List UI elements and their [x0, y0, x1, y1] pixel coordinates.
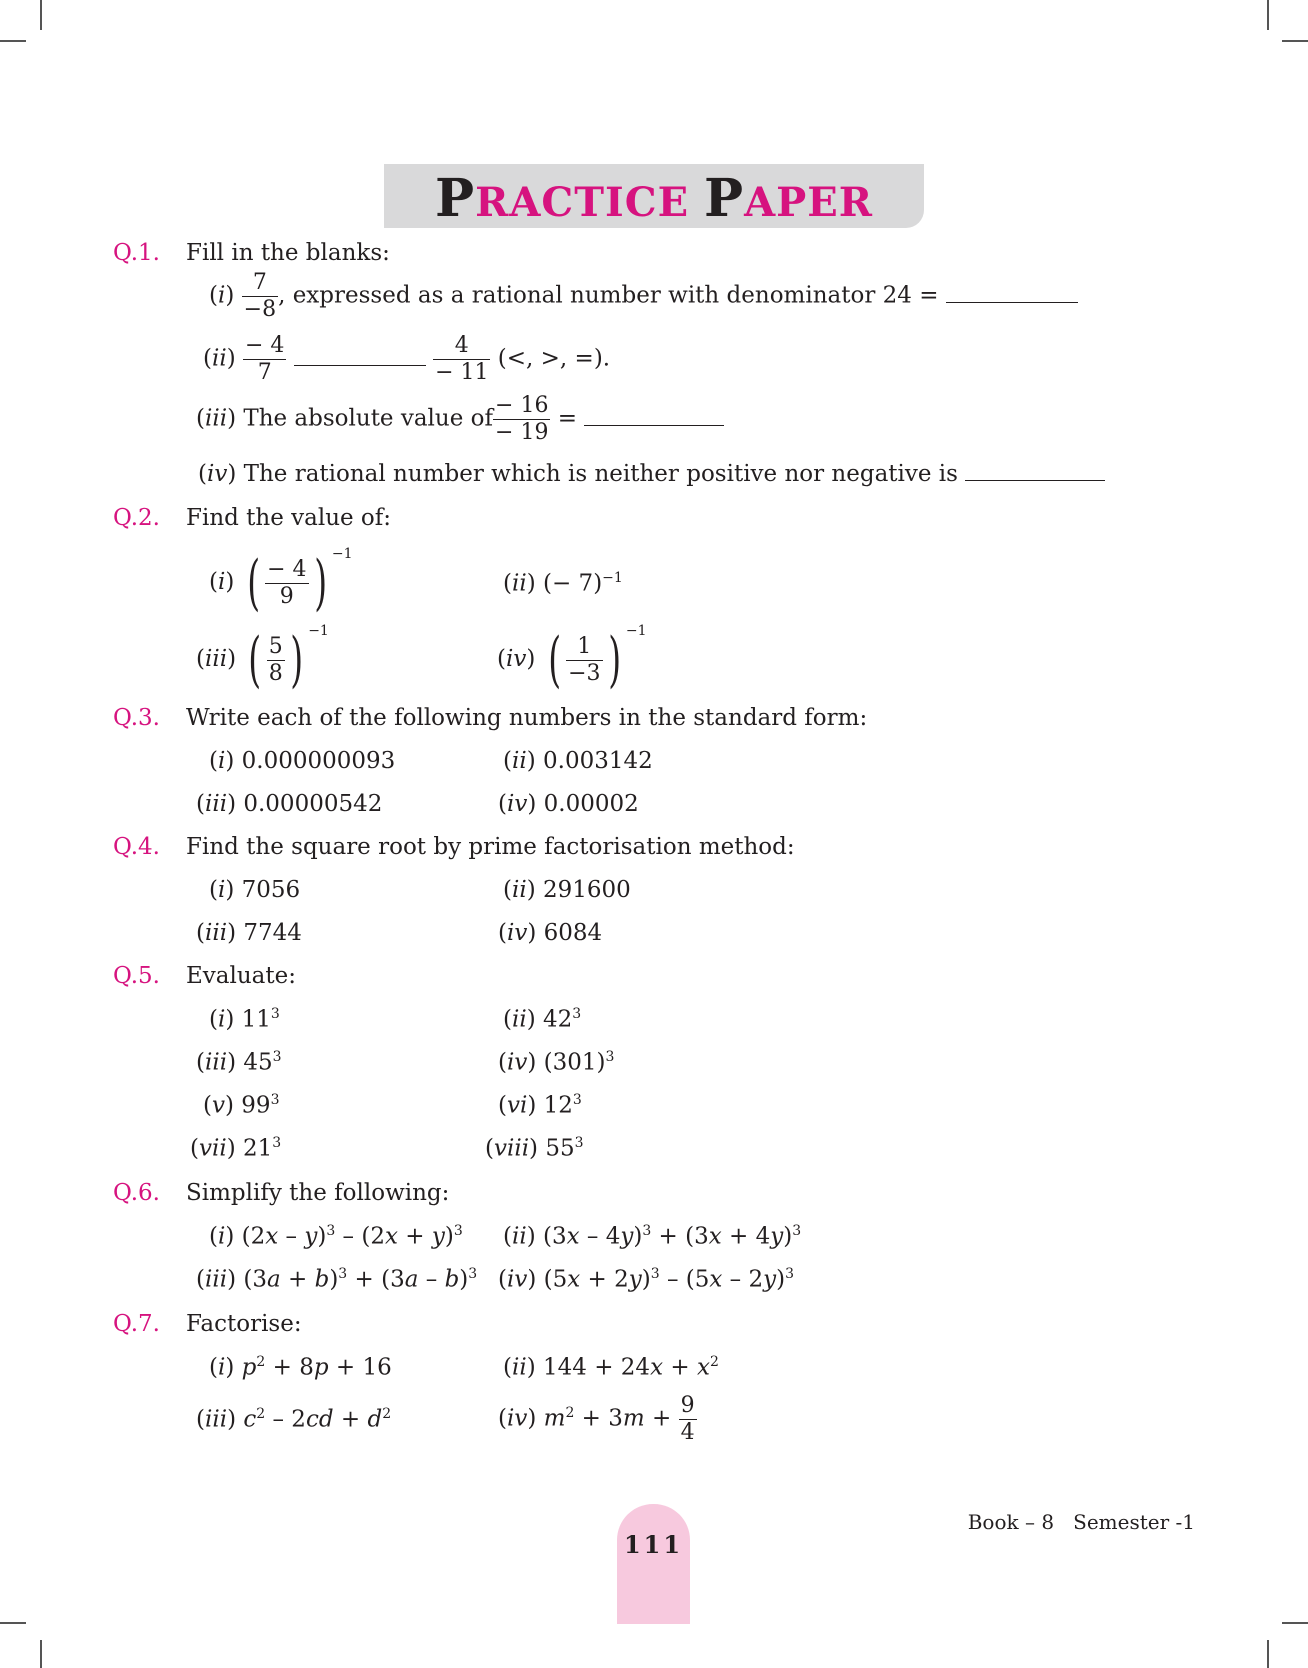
q2-item-ii: (ii) (− 7)$^{-1}$ — [503, 570, 623, 597]
q3-item: (iii) 0.00000542 — [196, 791, 383, 817]
q6-item-ii: (ii) $(3x - 4y)^3 + (3x + 4y)^3$ — [503, 1223, 802, 1250]
q1-item-ii: (ii) $\frac{- 4}{7}$ $\frac{4}{- 11}$ (<, >, =). — [203, 333, 611, 385]
question-number: Q.1. — [113, 240, 160, 266]
fraction: $\frac{7}{-8}$ — [243, 270, 277, 322]
q5-item: (iii) $45^3$ — [196, 1049, 282, 1076]
q5-item: (i) $11^3$ — [209, 1006, 280, 1033]
q6-item-iv: (iv) $(5x + 2y)^3 - (5x - 2y)^3$ — [498, 1266, 795, 1293]
q2-item-iii: (iii) ( $\frac{5}{8}$ ) $^{-1}$ — [196, 623, 329, 695]
q7-item-i: (i) $p^2 + 8p + 16$ — [209, 1354, 392, 1381]
question-number: Q.2. — [113, 505, 160, 531]
crop-mark — [40, 1640, 42, 1668]
crop-mark — [1267, 0, 1269, 30]
q1-item-i: (i) $\frac{7}{-8}$ , expressed as a rational number with denominator 24 = — [209, 270, 1078, 323]
crop-mark — [0, 1622, 26, 1624]
crop-mark — [1267, 1640, 1269, 1668]
fraction: $\frac{- 4}{9}$ — [267, 556, 307, 609]
fraction: $\frac{5}{8}$ — [268, 633, 283, 686]
question-number: Q.6. — [113, 1180, 160, 1206]
page-title: PRACTICE PAPER — [435, 168, 873, 229]
book-info: Book – 8 Semester -1 — [967, 1510, 1195, 1534]
q6-item-iii: (iii) $(3a + b)^3 + (3a - b)^3$ — [196, 1266, 478, 1293]
q3-item: (i) 0.000000093 — [209, 748, 396, 774]
q5-item: (ii) $42^3$ — [503, 1006, 582, 1033]
q5-item: (vi) $12^3$ — [498, 1092, 582, 1119]
q4-item: (ii) 291600 — [503, 877, 631, 903]
question-text: Find the value of: — [186, 505, 392, 531]
q1-item-iv: (iv) The rational number which is neither positive nor negative is — [198, 461, 1105, 487]
page-number: 111 — [623, 1530, 684, 1559]
q5-item: (vii) $21^3$ — [190, 1135, 282, 1162]
question-text: Write each of the following numbers in the standard form: — [186, 705, 868, 731]
fraction: $\frac{- 4}{7}$ — [245, 333, 285, 385]
page-number-tab — [617, 1504, 690, 1624]
q3-item: (ii) 0.003142 — [503, 748, 653, 774]
crop-mark — [1282, 40, 1308, 42]
question-number: Q.4. — [113, 834, 160, 860]
q7-item-iv: (iv) $m^2 + 3m$ + $\frac{9}{4}$ — [498, 1393, 695, 1445]
q4-item: (i) 7056 — [209, 877, 301, 903]
q1-item-iii: (iii) The absolute value of $\frac{- 16}{- 19}$ = — [196, 393, 724, 446]
question-text: Factorise: — [186, 1311, 302, 1337]
crop-mark — [40, 0, 42, 30]
q6-item-i: (i) $(2x - y)^3 - (2x + y)^3$ — [209, 1223, 463, 1250]
question-text: Simplify the following: — [186, 1180, 450, 1206]
q5-item: (iv) $(301)^3$ — [498, 1049, 615, 1076]
crop-mark — [0, 40, 26, 42]
q4-item: (iii) 7744 — [196, 920, 302, 946]
question-text: Find the square root by prime factorisation method: — [186, 834, 795, 860]
q2-item-iv: (iv) ( $\frac{1}{-3}$ ) $^{-1}$ — [497, 623, 647, 695]
q7-item-iii: (iii) $c^2 - 2cd + d^2$ — [196, 1406, 392, 1433]
fraction: $\frac{4}{- 11}$ — [435, 333, 489, 385]
answer-blank — [294, 347, 426, 366]
question-number: Q.7. — [113, 1311, 160, 1337]
fraction: $\frac{1}{-3}$ — [568, 633, 601, 686]
question-number: Q.3. — [113, 705, 160, 731]
q2-item-i: (i) ( $\frac{- 4}{9}$ ) $^{-1}$ — [209, 546, 353, 618]
answer-blank — [946, 284, 1078, 303]
question-number: Q.5. — [113, 963, 160, 989]
crop-mark — [1282, 1622, 1308, 1624]
answer-blank — [584, 407, 724, 426]
fraction: $\frac{- 16}{- 19}$ — [495, 393, 549, 445]
q7-item-ii: (ii) $144 + 24x + x^2$ — [503, 1354, 719, 1381]
q3-item: (iv) 0.00002 — [498, 791, 639, 817]
q5-item: (viii) $55^3$ — [485, 1135, 584, 1162]
q5-item: (v) $99^3$ — [203, 1092, 280, 1119]
q4-item: (iv) 6084 — [498, 920, 603, 946]
question-text: Evaluate: — [186, 963, 296, 989]
title-banner — [384, 164, 924, 228]
question-text: Fill in the blanks: — [186, 240, 390, 266]
answer-blank — [965, 462, 1105, 481]
